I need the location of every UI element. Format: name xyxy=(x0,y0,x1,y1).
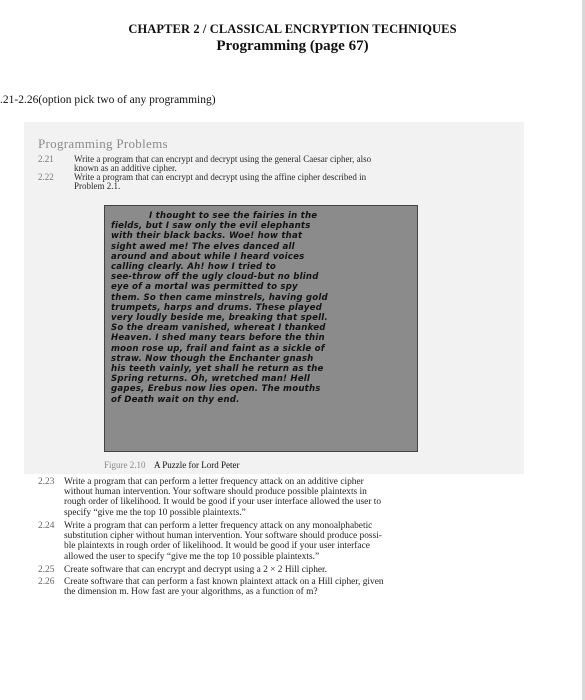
puzzle-line: Spring returns. Oh, wretched man! Hell xyxy=(111,374,311,385)
problem-2-26 xyxy=(38,577,508,599)
puzzle-line: So the dream vanished, whereat I thanked xyxy=(111,323,326,334)
problem-text-line: Write a program that can perform a letter frequency attack on an additive cipher xyxy=(64,477,364,487)
problem-number: 2.23 xyxy=(38,477,55,487)
page-subtitle: Programming (page 67) xyxy=(216,38,369,54)
problem-text-line: Create software that can encrypt and decrypt using a 2 × 2 Hill cipher. xyxy=(64,565,328,575)
chapter-title: CHAPTER 2 / CLASSICAL ENCRYPTION TECHNIQUES xyxy=(128,22,457,36)
puzzle-line: around and about while I heard voices xyxy=(111,251,305,262)
figure-label: Figure 2.10 xyxy=(104,460,146,470)
problem-2-22 xyxy=(38,173,498,193)
puzzle-line: Heaven. I shed many tears before the thin xyxy=(111,333,325,344)
problem-text-line: rough order of likelihood. It would be good if your user interface allowed the user to xyxy=(64,497,382,508)
problem-text-line: Write a program that can encrypt and decrypt using the affine cipher described in xyxy=(74,172,367,182)
puzzle-line: his teeth vainly, yet shall he return as the xyxy=(111,364,324,375)
puzzle-line: of Death wait on thy end. xyxy=(111,394,240,405)
problem-text-line: Write a program that can encrypt and decrypt using the general Caesar cipher, also xyxy=(74,154,372,164)
problem-text-line: without human intervention. Your software should produce possible plaintexts in xyxy=(64,487,367,498)
puzzle-line: gapes, Erebus now lies open. The mouths xyxy=(111,384,321,395)
puzzle-line: I thought to see the fairies in the xyxy=(149,211,318,221)
puzzle-figure xyxy=(104,205,418,452)
problem-text-line: allowed the user to specify “give me the top 10 possible plaintexts.” xyxy=(64,551,320,562)
puzzle-line: calling clearly. Ah! how I tried to xyxy=(111,262,277,273)
puzzle-line: very loudly beside me, breaking that spell. xyxy=(111,313,328,324)
problem-text-line: Problem 2.1. xyxy=(74,181,121,191)
figure-title: A Puzzle for Lord Peter xyxy=(154,460,240,470)
problem-text-line: ble plaintexts in rough order of likelihood. It would be good if your user interface xyxy=(64,541,370,552)
problem-2-25 xyxy=(38,565,508,576)
problem-text-line: Create software that can perform a fast known plaintext attack on a Hill cipher, given xyxy=(64,577,384,587)
puzzle-line: them. So then came minstrels, having gold xyxy=(111,292,328,303)
puzzle-line: trumpets, harps and drums. These played xyxy=(111,302,322,313)
puzzle-line: see-throw off the ugly cloud-but no blind xyxy=(111,272,319,283)
assignment-instruction: .21-2.26(option pick two of any programming) xyxy=(0,94,216,106)
problem-2-23 xyxy=(38,477,508,519)
problem-text-line: the dimension m. How fast are your algorithms, as a function of m? xyxy=(64,587,318,598)
problem-number: 2.21 xyxy=(38,154,54,164)
problem-number: 2.26 xyxy=(38,577,55,587)
problem-2-24 xyxy=(38,521,508,563)
problem-text-line: specify “give me the top 10 possible plaintexts.” xyxy=(64,507,246,518)
puzzle-line: moon rose up, frail and faint as a sickle of xyxy=(111,343,325,354)
problem-number: 2.25 xyxy=(38,565,55,575)
puzzle-line: sight awed me! The elves danced all xyxy=(111,241,295,252)
problem-text-line: Write a program that can perform a letter frequency attack on any monoalphabetic xyxy=(64,521,373,531)
problem-text-line: substitution cipher without human intervention. Your software should produce possi- xyxy=(64,531,382,542)
puzzle-line: eye of a mortal was permitted to spy xyxy=(111,282,298,293)
puzzle-line: with their black backs. Woe! how that xyxy=(111,231,303,242)
problem-number: 2.22 xyxy=(38,172,54,182)
problem-number: 2.24 xyxy=(38,521,55,531)
figure-caption xyxy=(104,460,240,470)
puzzle-line: straw. Now though the Enchanter gnash xyxy=(111,353,314,364)
puzzle-line: fields, but I saw only the evil elephants xyxy=(111,221,311,232)
section-heading: Programming Problems xyxy=(38,136,168,151)
problem-text-line: known as an additive cipher. xyxy=(74,163,177,173)
